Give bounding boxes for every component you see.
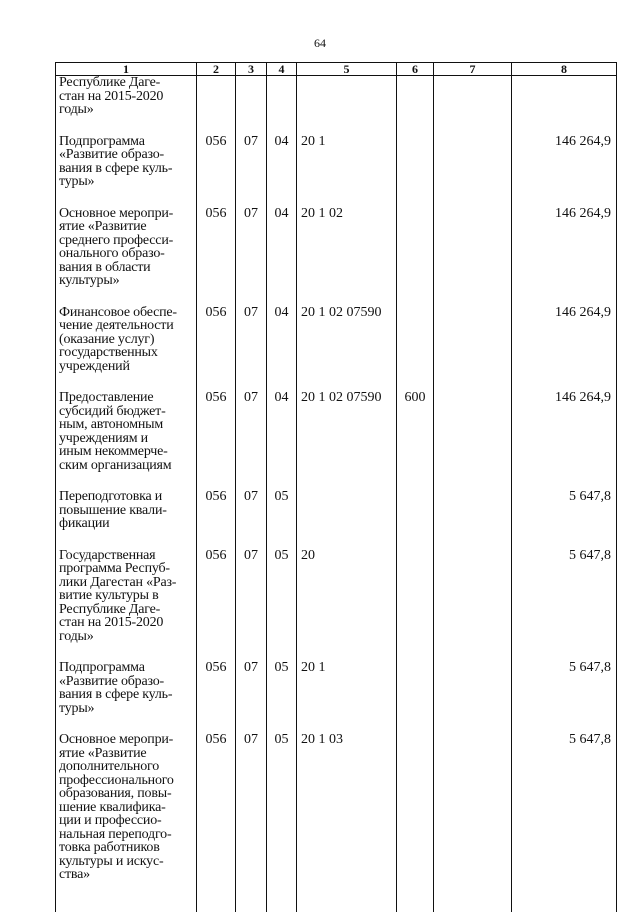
cell-expense-type [397,490,434,531]
column-header-6: 6 [397,63,434,76]
name-line: Подпрограмма [59,133,145,149]
table-row [56,391,617,472]
column-header-4: 4 [267,63,297,76]
name-line: вания в сфере куль- [59,160,173,176]
cell-target-article [297,490,397,531]
table-row [56,733,617,882]
name-line: туры» [59,700,95,716]
cell-section: 07 [236,661,267,715]
name-line: профессионального [59,772,174,788]
cell-target-article: 20 1 03 [297,733,397,882]
cell-target-article: 20 1 [297,661,397,715]
table-row [56,207,617,288]
name-line: Основное меропри- [59,732,174,747]
name-line: годы» [59,628,94,644]
name-line: шение квалифика- [59,799,166,815]
name-line: «Развитие образо- [59,147,165,162]
cell-name [56,490,197,531]
cell-ved: 056 [197,490,236,531]
row-spacer [56,189,617,207]
column-header-5: 5 [297,63,397,76]
cell-ved: 056 [197,661,236,715]
cell-expense-type [397,76,434,117]
name-line: ским организациям [59,457,172,473]
name-line: повышение квали- [59,502,167,518]
header-row [56,63,617,76]
table-row [56,490,617,531]
cell-section: 07 [236,207,267,288]
name-line: культуры» [59,273,120,288]
row-spacer [56,288,617,306]
cell-subsection: 04 [267,306,297,374]
cell-name [56,135,197,189]
table-row [56,661,617,715]
cell-expense-type [397,661,434,715]
cell-col7 [434,549,512,644]
cell-name [56,733,197,882]
cell-col7 [434,306,512,374]
name-line: Подпрограмма [59,660,145,675]
cell-expense-type [397,135,434,189]
name-line: Основное меропри- [59,205,174,221]
cell-subsection: 05 [267,733,297,882]
cell-col7 [434,207,512,288]
cell-amount: 146 264,9 [512,135,617,189]
cell-subsection: 04 [267,135,297,189]
table-row [56,549,617,644]
name-line: культуры и искус- [59,853,164,869]
name-line: фикации [59,516,110,531]
cell-col7 [434,135,512,189]
cell-ved: 056 [197,207,236,288]
row-tail [56,882,617,912]
name-line: Государственная [59,547,156,563]
name-line: годы» [59,102,94,117]
cell-name [56,306,197,374]
name-line: «Развитие образо- [59,673,165,689]
row-spacer [56,643,617,661]
column-header-2: 2 [197,63,236,76]
row-spacer [56,715,617,733]
cell-col7 [434,661,512,715]
cell-target-article: 20 1 02 [297,207,397,288]
column-header-3: 3 [236,63,267,76]
name-line: чение деятельности [59,318,174,333]
name-line: дополнительного [59,759,159,774]
cell-col7 [434,733,512,882]
cell-section: 07 [236,306,267,374]
cell-ved: 056 [197,135,236,189]
name-line: Переподготовка и [59,489,163,504]
name-line: ным, автономным [59,417,164,432]
name-line: программа Респуб- [59,561,170,576]
cell-col7 [434,391,512,472]
name-line: Финансовое обеспе- [59,304,177,320]
cell-name [56,549,197,644]
cell-subsection [267,76,297,117]
table-body [56,76,617,912]
name-line: лики Дагестан «Раз- [59,574,177,590]
cell-subsection: 05 [267,490,297,531]
name-line: вания в сфере куль- [59,687,173,702]
cell-amount: 5 647,8 [512,490,617,531]
page-number: 64 [314,36,326,50]
cell-name [56,76,197,117]
cell-expense-type [397,207,434,288]
name-line: витие культуры в [59,588,159,603]
name-line: образования, повы- [59,786,172,801]
cell-col7 [434,490,512,531]
name-line: (оказание услуг) [59,331,155,347]
cell-target-article: 20 1 02 07590 [297,391,397,472]
table-row [56,76,617,117]
row-spacer [56,531,617,549]
cell-expense-type [397,733,434,882]
cell-expense-type [397,306,434,374]
cell-target-article: 20 1 02 07590 [297,306,397,374]
name-line: Республике Даге- [59,601,161,617]
cell-amount: 146 264,9 [512,207,617,288]
name-line: ятие «Развитие [59,219,147,234]
name-line: учреждений [59,358,130,374]
name-line: Предоставление [59,390,154,405]
name-line: туры» [59,174,95,189]
cell-col7 [434,76,512,117]
cell-section: 07 [236,549,267,644]
cell-amount: 5 647,8 [512,549,617,644]
cell-section: 07 [236,135,267,189]
name-line: онального образо- [59,246,165,261]
cell-name [56,207,197,288]
cell-section: 07 [236,391,267,472]
name-line: ции и профессио- [59,813,162,828]
name-line: государственных [59,345,158,360]
name-line: иным некоммерче- [59,444,168,459]
cell-subsection: 05 [267,549,297,644]
table-row [56,306,617,374]
row-spacer [56,472,617,490]
cell-section [236,76,267,117]
cell-name [56,391,197,472]
cell-ved: 056 [197,391,236,472]
name-line: субсидий бюджет- [59,403,166,419]
cell-ved: 056 [197,733,236,882]
name-line: ятие «Развитие [59,745,147,761]
cell-ved [197,76,236,117]
name-line: нальная переподго- [59,826,172,842]
cell-name [56,661,197,715]
name-line: учреждениям и [59,430,148,446]
table-header [56,63,617,76]
cell-expense-type: 600 [397,391,434,472]
cell-amount: 146 264,9 [512,391,617,472]
cell-section: 07 [236,733,267,882]
cell-ved: 056 [197,306,236,374]
column-header-1: 1 [56,63,197,76]
cell-amount [512,76,617,117]
cell-target-article: 20 1 [297,135,397,189]
row-spacer [56,373,617,391]
name-line: среднего професси- [59,232,174,248]
table-row [56,135,617,189]
budget-table [55,62,617,912]
name-line: Республике Даге- [59,75,161,90]
cell-target-article: 20 [297,549,397,644]
cell-subsection: 05 [267,661,297,715]
cell-expense-type [397,549,434,644]
column-header-7: 7 [434,63,512,76]
cell-target-article [297,76,397,117]
column-header-8: 8 [512,63,617,76]
name-line: товка работников [59,840,160,855]
name-line: вания в области [59,259,151,275]
name-line: стан на 2015-2020 [59,88,164,104]
row-spacer [56,117,617,135]
name-line: стан на 2015-2020 [59,615,164,630]
cell-amount: 5 647,8 [512,733,617,882]
cell-subsection: 04 [267,391,297,472]
cell-amount: 146 264,9 [512,306,617,374]
cell-section: 07 [236,490,267,531]
cell-subsection: 04 [267,207,297,288]
name-line: ства» [59,867,90,882]
cell-ved: 056 [197,549,236,644]
cell-amount: 5 647,8 [512,661,617,715]
